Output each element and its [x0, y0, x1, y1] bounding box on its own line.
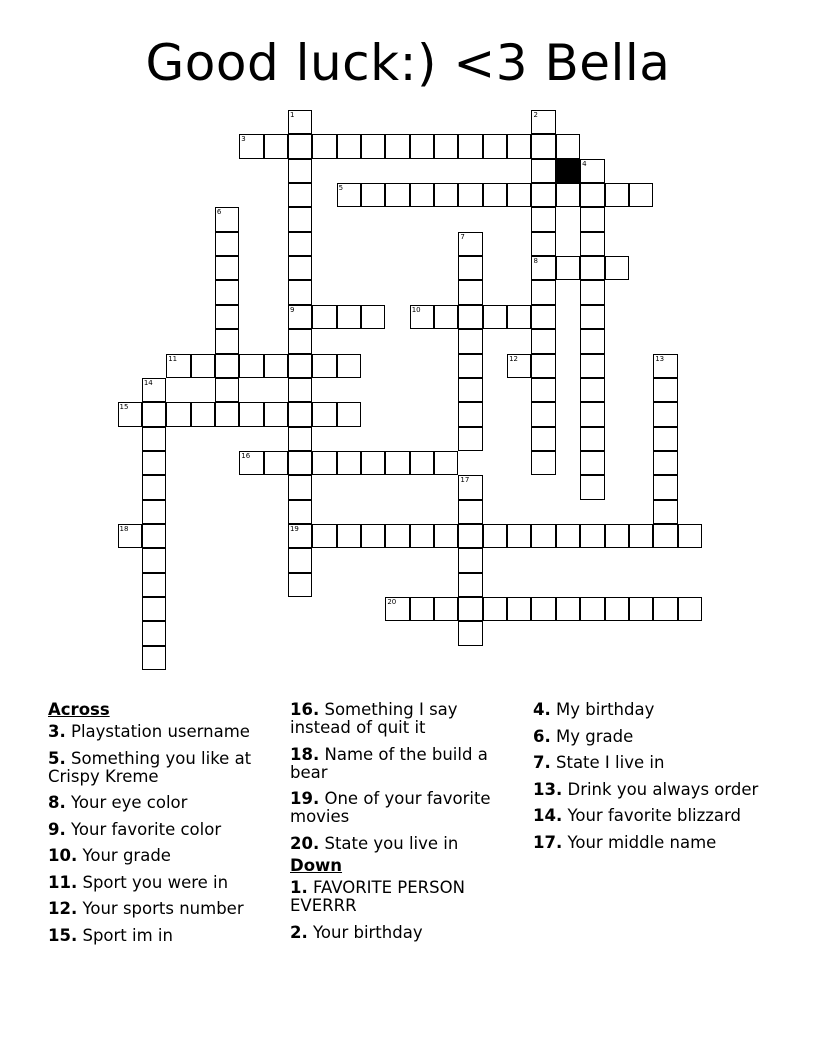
crossword-cell[interactable]: [142, 548, 166, 572]
clue-number: 13: [655, 354, 665, 363]
crossword-cell[interactable]: [142, 402, 166, 426]
crossword-cell[interactable]: [458, 232, 482, 256]
crossword-cell[interactable]: [361, 305, 385, 329]
crossword-cell[interactable]: [288, 378, 312, 402]
crossword-cell[interactable]: [142, 378, 166, 402]
clue-item: [48, 794, 274, 812]
clue-item: [48, 847, 274, 865]
crossword-cell[interactable]: [507, 305, 531, 329]
clue-text: Something I say instead of quit it: [290, 700, 458, 737]
crossword-cell[interactable]: [653, 354, 677, 378]
crossword-cell[interactable]: [531, 110, 555, 134]
crossword-cell[interactable]: [288, 183, 312, 207]
crossword-cell[interactable]: [312, 134, 336, 158]
clue-item: [48, 900, 274, 918]
crossword-cell[interactable]: [337, 451, 361, 475]
clue-text: FAVORITE PERSON EVERRR: [290, 878, 465, 915]
across-heading: Across: [48, 700, 110, 719]
page-title: Good luck:) <3 Bella: [145, 34, 671, 92]
crossword-cell[interactable]: [580, 159, 604, 183]
crossword-cell[interactable]: [142, 500, 166, 524]
crossword-cell[interactable]: [118, 402, 142, 426]
crossword-cell[interactable]: [166, 402, 190, 426]
crossword-cell[interactable]: [288, 159, 312, 183]
crossword-cell[interactable]: [556, 256, 580, 280]
crossword-cell[interactable]: [410, 305, 434, 329]
down-heading: Down: [290, 856, 343, 875]
crossword-cell[interactable]: [312, 524, 336, 548]
clues-column-2: [290, 701, 520, 950]
clue-number: 17: [460, 476, 470, 485]
crossword-cell[interactable]: [531, 402, 555, 426]
crossword-cell[interactable]: [312, 451, 336, 475]
crossword-cell[interactable]: [629, 183, 653, 207]
crossword-cell[interactable]: [288, 427, 312, 451]
clue-number: 3: [241, 135, 246, 144]
clue-number-label: 11.: [48, 872, 78, 892]
crossword-cell[interactable]: [337, 354, 361, 378]
clue-number: 20: [387, 598, 397, 606]
crossword-cell[interactable]: [605, 183, 629, 207]
crossword-cell[interactable]: [605, 256, 629, 280]
crossword-cell[interactable]: [458, 524, 482, 548]
crossword-cell[interactable]: [191, 402, 215, 426]
crossword-cell[interactable]: [142, 621, 166, 645]
clue-item: [290, 746, 520, 782]
clue-item: [48, 723, 274, 741]
crossword-cell[interactable]: [264, 451, 288, 475]
crossword-cell[interactable]: [531, 451, 555, 475]
crossword-cell[interactable]: [142, 646, 166, 670]
crossword-cell[interactable]: [410, 183, 434, 207]
crossword-cell[interactable]: [385, 524, 409, 548]
crossword-cell[interactable]: [605, 597, 629, 621]
crossword-cell[interactable]: [312, 305, 336, 329]
crossword-cell[interactable]: [483, 524, 507, 548]
clue-item: [533, 728, 763, 746]
crossword-cell[interactable]: [580, 232, 604, 256]
crossword-cell[interactable]: [288, 500, 312, 524]
crossword-cell[interactable]: [580, 402, 604, 426]
crossword-cell[interactable]: [288, 280, 312, 304]
crossword-cell[interactable]: [264, 354, 288, 378]
crossword-cell[interactable]: [142, 475, 166, 499]
clue-text: My birthday: [556, 700, 655, 719]
crossword-cell[interactable]: [531, 305, 555, 329]
clue-item: [533, 834, 763, 852]
crossword-cell[interactable]: [458, 500, 482, 524]
clue-text: My grade: [556, 726, 634, 746]
crossword-cell[interactable]: [483, 305, 507, 329]
crossword-cell[interactable]: [361, 134, 385, 158]
crossword-cell[interactable]: [434, 524, 458, 548]
crossword-cell[interactable]: [458, 280, 482, 304]
clue-text: Something you like at Crispy Kreme: [48, 748, 252, 786]
clue-number-label: 18.: [290, 744, 320, 764]
crossword-cell[interactable]: [580, 207, 604, 231]
crossword-cell[interactable]: [239, 354, 263, 378]
clue-item: [533, 701, 763, 719]
crossword-cell[interactable]: [580, 280, 604, 304]
crossword-cell[interactable]: [458, 256, 482, 280]
clue-item: [48, 821, 274, 839]
clue-item: [533, 781, 763, 799]
crossword-cell[interactable]: [118, 524, 142, 548]
crossword-cell[interactable]: [458, 475, 482, 499]
crossword-cell[interactable]: [580, 183, 604, 207]
crossword-cell[interactable]: [458, 329, 482, 353]
crossword-cell[interactable]: [239, 402, 263, 426]
crossword-cell[interactable]: [458, 402, 482, 426]
crossword-cell[interactable]: [410, 597, 434, 621]
clues-column-3: [533, 701, 763, 860]
clue-number: 5: [338, 184, 344, 193]
crossword-cell[interactable]: [653, 597, 677, 621]
crossword-cell[interactable]: [507, 183, 531, 207]
crossword-cell[interactable]: [215, 280, 239, 304]
crossword-cell[interactable]: [531, 134, 555, 158]
crossword-cell[interactable]: [458, 548, 482, 572]
crossword-cell[interactable]: [580, 427, 604, 451]
crossword-cell[interactable]: [337, 183, 361, 207]
crossword-cell[interactable]: [385, 183, 409, 207]
clue-number-label: 5.: [48, 748, 66, 768]
crossword-cell[interactable]: [434, 134, 458, 158]
crossword-cell[interactable]: [507, 134, 531, 158]
crossword-cell[interactable]: [580, 305, 604, 329]
crossword-cell[interactable]: [458, 354, 482, 378]
crossword-cell[interactable]: [434, 305, 458, 329]
clue-item: [533, 754, 763, 772]
crossword-cell[interactable]: [142, 451, 166, 475]
clue-number: 12: [509, 354, 519, 363]
clue-number: 15: [119, 403, 129, 412]
clue-number: 4: [582, 159, 587, 168]
clue-text: Playstation username: [71, 722, 250, 741]
crossword-cell[interactable]: [288, 354, 312, 378]
crossword-cell[interactable]: [580, 354, 604, 378]
clue-text: Your favorite blizzard: [567, 806, 742, 825]
clue-item: [290, 924, 520, 942]
crossword-cell[interactable]: [142, 427, 166, 451]
crossword-cell[interactable]: [410, 134, 434, 158]
clue-text: Name of the build a bear: [290, 744, 488, 782]
crossword-cell[interactable]: [531, 159, 555, 183]
clue-number: 16: [241, 451, 251, 460]
crossword-cell[interactable]: [264, 402, 288, 426]
crossword-cell[interactable]: [288, 548, 312, 572]
clue-text: One of your favorite movies: [290, 789, 491, 826]
clue-item: [48, 750, 274, 786]
crossword-cell[interactable]: [142, 597, 166, 621]
crossword-cell[interactable]: [556, 597, 580, 621]
crossword-cell[interactable]: [288, 402, 312, 426]
crossword-cell[interactable]: [215, 207, 239, 231]
crossword-cell[interactable]: [385, 597, 409, 621]
crossword-cell[interactable]: [458, 427, 482, 451]
crossword-cell[interactable]: [361, 524, 385, 548]
clue-number: 9: [289, 305, 295, 314]
clue-number: 1: [289, 111, 295, 119]
clues-column-1: [48, 701, 274, 953]
crossword-cell[interactable]: [288, 573, 312, 597]
crossword-cell[interactable]: [288, 232, 312, 256]
clue-text: Sport im in: [82, 925, 173, 945]
crossword-cell[interactable]: [239, 134, 263, 158]
clue-number-label: 9.: [48, 819, 66, 839]
crossword-cell[interactable]: [580, 329, 604, 353]
crossword-cell[interactable]: [288, 475, 312, 499]
crossword-cell[interactable]: [215, 354, 239, 378]
clue-number-label: 13.: [533, 779, 563, 799]
clue-item: [48, 927, 274, 945]
crossword-cell[interactable]: [653, 402, 677, 426]
crossword-cell[interactable]: [653, 378, 677, 402]
crossword-cell[interactable]: [531, 524, 555, 548]
crossword-cell[interactable]: [531, 597, 555, 621]
crossword-cell[interactable]: [215, 232, 239, 256]
crossword-cell[interactable]: [531, 354, 555, 378]
crossword-cell[interactable]: [556, 183, 580, 207]
crossword-cell[interactable]: [483, 134, 507, 158]
clue-number: 10: [411, 305, 421, 314]
clue-number: 2: [533, 111, 538, 119]
crossword-cell[interactable]: [531, 232, 555, 256]
crossword-cell[interactable]: [458, 378, 482, 402]
crossword-cell[interactable]: [288, 305, 312, 329]
crossword-cell[interactable]: [531, 280, 555, 304]
clue-number: 19: [289, 524, 299, 533]
crossword-cell[interactable]: [678, 524, 702, 548]
crossword-cell[interactable]: [531, 427, 555, 451]
clue-text: Your favorite color: [71, 819, 222, 839]
crossword-cell[interactable]: [458, 573, 482, 597]
crossword-cell[interactable]: [678, 597, 702, 621]
crossword-cell[interactable]: [483, 597, 507, 621]
crossword-cell[interactable]: [531, 183, 555, 207]
crossword-cell[interactable]: [483, 183, 507, 207]
crossword-cell[interactable]: [239, 451, 263, 475]
crossword-cell[interactable]: [580, 597, 604, 621]
crossword-cell[interactable]: [458, 621, 482, 645]
crossword-cell[interactable]: [410, 524, 434, 548]
crossword-cell[interactable]: [531, 207, 555, 231]
crossword-cell[interactable]: [288, 134, 312, 158]
crossword-cell[interactable]: [410, 451, 434, 475]
clue-number-label: 14.: [533, 806, 563, 825]
clue-item: [290, 701, 520, 737]
crossword-cell[interactable]: [215, 402, 239, 426]
crossword-cell[interactable]: [385, 451, 409, 475]
clue-number-label: 3.: [48, 722, 66, 741]
clue-item: [290, 790, 520, 826]
crossword-cell[interactable]: [531, 256, 555, 280]
crossword-cell[interactable]: [458, 597, 482, 621]
crossword-cell[interactable]: [215, 329, 239, 353]
crossword-cell[interactable]: [337, 524, 361, 548]
crossword-cell[interactable]: [361, 183, 385, 207]
crossword-cell[interactable]: [166, 354, 190, 378]
crossword-cell[interactable]: [434, 451, 458, 475]
clue-text: Drink you always order: [567, 779, 759, 799]
clue-number-label: 16.: [290, 700, 320, 719]
crossword-cell[interactable]: [385, 134, 409, 158]
clue-number: 8: [533, 257, 538, 266]
clue-text: Your eye color: [71, 793, 188, 812]
crossword-cell[interactable]: [288, 256, 312, 280]
clue-item: [290, 879, 520, 915]
crossword-cell[interactable]: [653, 524, 677, 548]
crossword-cell[interactable]: [458, 305, 482, 329]
clue-text: State I live in: [556, 753, 665, 772]
crossword-cell[interactable]: [215, 378, 239, 402]
crossword-cell[interactable]: [288, 110, 312, 134]
clue-item: [48, 874, 274, 892]
crossword-cell[interactable]: [507, 354, 531, 378]
crossword-cell[interactable]: [337, 305, 361, 329]
clue-number-label: 1.: [290, 878, 308, 897]
crossword-cell[interactable]: [288, 451, 312, 475]
crossword-cell[interactable]: [142, 573, 166, 597]
clue-number-label: 4.: [533, 700, 551, 719]
crossword-cell[interactable]: [142, 524, 166, 548]
crossword-cell[interactable]: [556, 524, 580, 548]
clue-number-label: 8.: [48, 793, 66, 812]
clue-number-label: 10.: [48, 846, 78, 865]
clue-number-label: 6.: [533, 726, 551, 746]
crossword-cell[interactable]: [653, 500, 677, 524]
crossword-cell[interactable]: [288, 329, 312, 353]
crossword-cell[interactable]: [361, 451, 385, 475]
clue-text: Sport you were in: [82, 872, 229, 892]
clue-number-label: 7.: [533, 753, 551, 772]
clue-text: State you live in: [324, 833, 459, 853]
crossword-cell[interactable]: [288, 207, 312, 231]
clue-number: 14: [143, 378, 153, 387]
clue-number-label: 19.: [290, 789, 320, 808]
crossword-cell[interactable]: [580, 451, 604, 475]
crossword-cell[interactable]: [556, 134, 580, 158]
crossword-cell[interactable]: [264, 134, 288, 158]
crossword-cell[interactable]: [288, 524, 312, 548]
crossword-cell[interactable]: [434, 183, 458, 207]
clue-number: 6: [216, 208, 222, 217]
crossword-cell[interactable]: [580, 475, 604, 499]
crossword-cell[interactable]: [531, 378, 555, 402]
clue-text: Your birthday: [313, 922, 423, 942]
clue-number-label: 17.: [533, 832, 563, 852]
crossword-cell[interactable]: [337, 134, 361, 158]
crossword-cell[interactable]: [629, 597, 653, 621]
clue-text: Your middle name: [567, 832, 717, 852]
crossword-cell[interactable]: [580, 378, 604, 402]
crossword-cell[interactable]: [629, 524, 653, 548]
clue-number: 11: [168, 354, 178, 363]
crossword-cell[interactable]: [337, 402, 361, 426]
crossword-cell[interactable]: [215, 305, 239, 329]
black-square: [556, 159, 580, 183]
clue-number-label: 20.: [290, 833, 320, 853]
clue-number: 7: [460, 232, 465, 241]
crossword-cell[interactable]: [653, 427, 677, 451]
crossword-cell[interactable]: [580, 256, 604, 280]
clue-text: Your grade: [82, 846, 171, 865]
crossword-cell[interactable]: [605, 524, 629, 548]
crossword-cell[interactable]: [434, 597, 458, 621]
crossword-cell[interactable]: [215, 256, 239, 280]
crossword-cell[interactable]: [580, 524, 604, 548]
crossword-cell[interactable]: [312, 402, 336, 426]
clue-number-label: 2.: [290, 922, 308, 942]
crossword-cell[interactable]: [653, 451, 677, 475]
clue-number: 18: [119, 524, 129, 533]
clue-item: [290, 835, 520, 853]
crossword-cell[interactable]: [312, 354, 336, 378]
clue-item: [533, 807, 763, 825]
crossword-cell[interactable]: [458, 183, 482, 207]
crossword-cell[interactable]: [191, 354, 215, 378]
crossword-cell[interactable]: [507, 524, 531, 548]
clue-number-label: 15.: [48, 925, 78, 945]
crossword-cell[interactable]: [531, 329, 555, 353]
clue-text: Your sports number: [82, 899, 244, 918]
clue-number-label: 12.: [48, 899, 78, 918]
crossword-cell[interactable]: [458, 134, 482, 158]
crossword-cell[interactable]: [653, 475, 677, 499]
crossword-cell[interactable]: [507, 597, 531, 621]
